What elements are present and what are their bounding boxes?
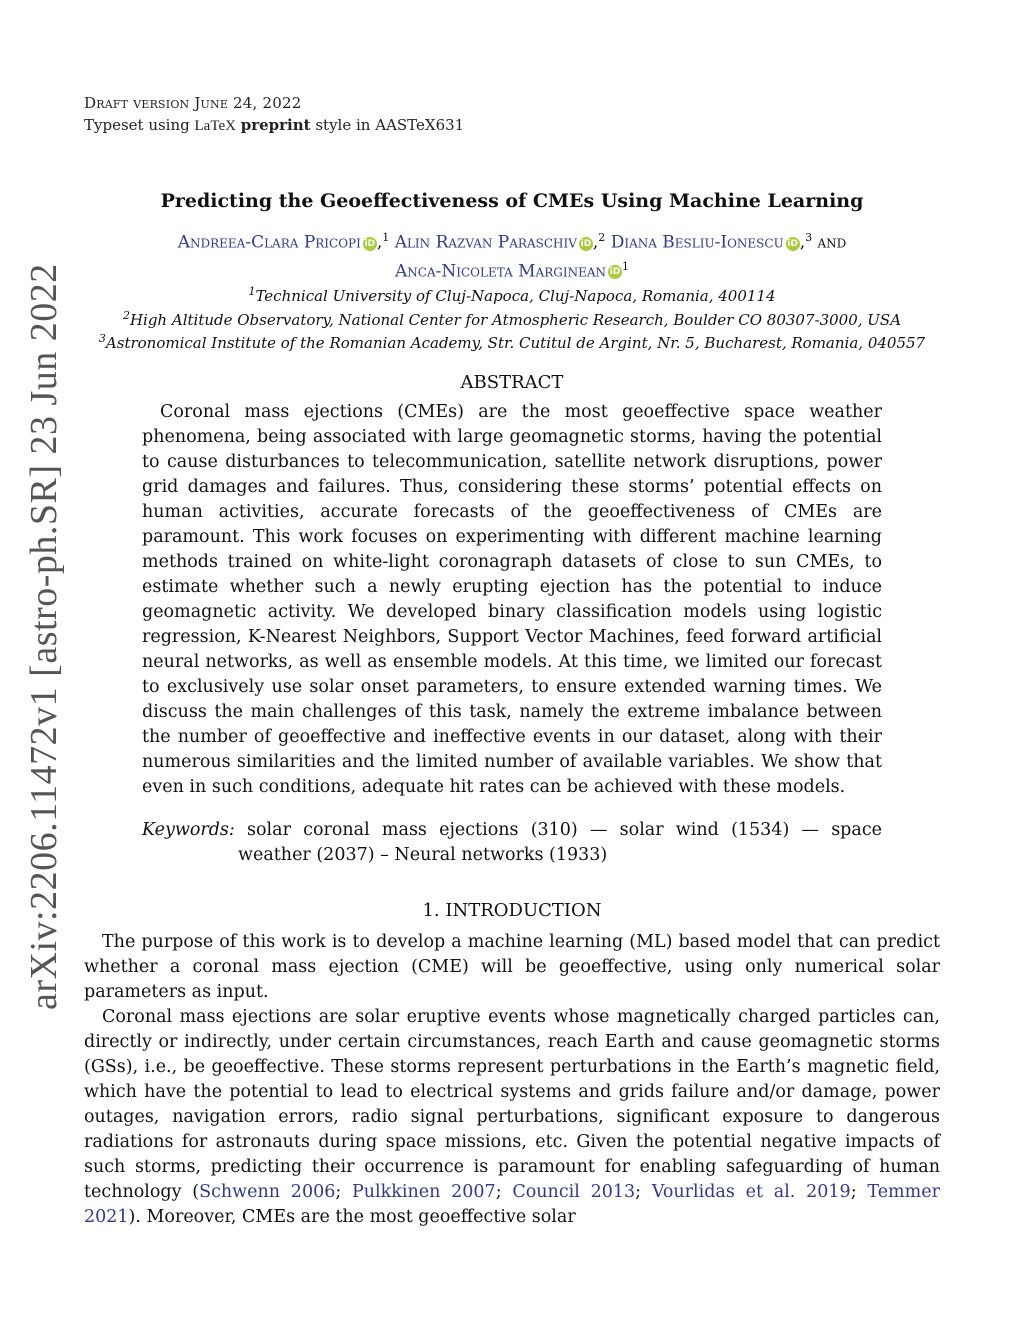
orcid-icon[interactable]: iD	[787, 238, 798, 249]
paragraph-text: Coronal mass ejections are solar eruptive events whose magnetically charged particles can, directly or indirectly, under certain circumstances, reach Earth and cause geomagnetic storms (GSs), i.e., be geoeffective. These storms represent perturbations in the Earth’s magnetic field, which have the potential to lead to electrical systems and grids failure and/or damage, power outages, navigation errors, radio signal perturbations, significant exposure to dangerous radiations for astronauts during space missions, etc. Given the potential negative impacts of such storms, predicting their occurrence is paramount for enabling safeguarding of human technology (	[84, 1007, 940, 1202]
affiliation-text: Technical University of Cluj-Napoca, Cluj-Napoca, Romania, 400114	[255, 287, 776, 305]
abstract-body: Coronal mass ejections (CMEs) are the most geoeffective space weather phenomena, being associated with large geomagnetic storms, having the potential to cause disturbances to telecommunication, satellite network disruptions, power grid damages and failures. Thus, considering these storms’ potential effects on human activities, accurate forecasts of the geoeffectiveness of CMEs are paramount. This work focuses on experimenting with different machine learning methods trained on white-light coronagraph datasets of close to sun CMEs, to estimate whether such a newly erupting ejection has the potential to induce geomagnetic activity. We developed binary classification models using logistic regression, K-Nearest Neighbors, Support Vector Machines, feed forward artificial neural networks, as well as ensemble models. At this time, we limited our forecast to exclusively use solar onset parameters, to ensure extended warning times. We discuss the main challenges of this task, namely the extreme imbalance between the number of geoeffective and ineffective events in our dataset, along with their numerous similarities and the limited number of available variables. We show that even in such conditions, adequate hit rates can be achieved with these models.	[142, 402, 882, 797]
abstract-heading: ABSTRACT	[460, 372, 564, 393]
typeset-line	[84, 114, 464, 137]
affiliation-text: Astronomical Institute of the Romanian Academy, Str. Cutitul de Argint, Nr. 5, Bucharest, Romania, 040557	[105, 334, 926, 352]
paragraph: The purpose of this work is to develop a machine learning (ML) based model that can predict whether a coronal mass ejection (CME) will be geoeffective, using only numerical solar parameters as input.	[84, 932, 940, 1002]
citation-link[interactable]: Temmer 2021	[84, 1182, 940, 1227]
paragraph-tail: ). Moreover, CMEs are the most geoeffective solar	[128, 1207, 576, 1227]
orcid-icon[interactable]: iD	[364, 238, 376, 249]
author-affil-sup: 1	[622, 259, 629, 273]
authors-and: and	[817, 232, 847, 253]
typeset-suffix: style in AASTeX631	[310, 116, 465, 134]
author-link[interactable]: Anca-Nicoleta Marginean	[394, 261, 606, 282]
keywords-label: Keywords:	[142, 820, 235, 840]
affiliation-sup: 3	[98, 332, 106, 345]
author-affil-sup: 2	[598, 231, 606, 244]
affiliation-sup: 1	[248, 285, 256, 298]
latex-logo: LaTeX	[194, 118, 236, 134]
keywords-text: solar coronal mass ejections (310) — solar wind (1534) — space weather (2037) – Neural networks (1933)	[238, 820, 882, 865]
paragraph: Coronal mass ejections are solar eruptive events whose magnetically charged particles can, directly or indirectly, under certain circumstances, reach Earth and cause geomagnetic storms (GSs), i.e., be geoeffective. These storms represent perturbations in the Earth’s magnetic field, which have the potential to lead to electrical systems and grids failure and/or damage, power outages, navigation errors, radio signal perturbations, significant exposure to dangerous radiations for astronauts during space missions, etc. Given the potential negative impacts of such storms, predicting their occurrence is paramount for enabling safeguarding of human technology (Schwenn 2006; Pulkkinen 2007; Council 2013; Vourlidas et al. 2019; Temmer 2021). Moreover, CMEs are the most geoeffective solar	[84, 1007, 940, 1227]
keywords	[142, 818, 882, 868]
author-list: Andreea-Clara Pricopi iD ,$^1$ Alin Razvan Paraschiv iD ,$^2$ Diana Besliu-Ionescu iD ,$^3$ and Anca-Nicoleta Marginean iD $^1$	[177, 231, 847, 282]
typeset-prefix: Typeset using	[84, 116, 195, 134]
introduction-text	[84, 930, 940, 1230]
author-affil-sup: 3	[805, 231, 813, 244]
affiliation-sup: 2	[122, 309, 130, 322]
author-link[interactable]: Alin Razvan Paraschiv	[394, 232, 577, 253]
typeset-style: preprint	[240, 116, 311, 134]
citation-link[interactable]: Council 2013	[512, 1182, 636, 1202]
arxiv-identifier: arXiv:2206.11472v1 [astro-ph.SR] 23 Jun 2022	[23, 263, 65, 1010]
draft-version-line: Draft version June 24, 2022	[84, 94, 302, 112]
orcid-icon[interactable]: iD	[580, 238, 592, 249]
orcid-icon[interactable]: iD	[609, 267, 621, 278]
affiliation-text: High Altitude Observatory, National Center for Atmospheric Research, Boulder CO 80307-3000, USA	[129, 311, 902, 329]
section-heading: 1. INTRODUCTION	[422, 900, 602, 921]
affiliation-1	[0, 281, 1024, 307]
header	[84, 92, 464, 137]
author-link[interactable]: Diana Besliu-Ionescu	[610, 232, 784, 253]
author-link[interactable]: Andreea-Clara Pricopi	[177, 232, 361, 253]
paper-title: Predicting the Geoeffectiveness of CMEs Using Machine Learning	[160, 190, 864, 212]
citation-link[interactable]: Schwenn 2006	[199, 1182, 336, 1202]
affiliation-3	[0, 328, 1024, 354]
citation-link[interactable]: Vourlidas et al. 2019	[651, 1182, 851, 1202]
author-affil-sup: 1	[382, 231, 390, 244]
citation-link[interactable]: Pulkkinen 2007	[352, 1182, 496, 1202]
